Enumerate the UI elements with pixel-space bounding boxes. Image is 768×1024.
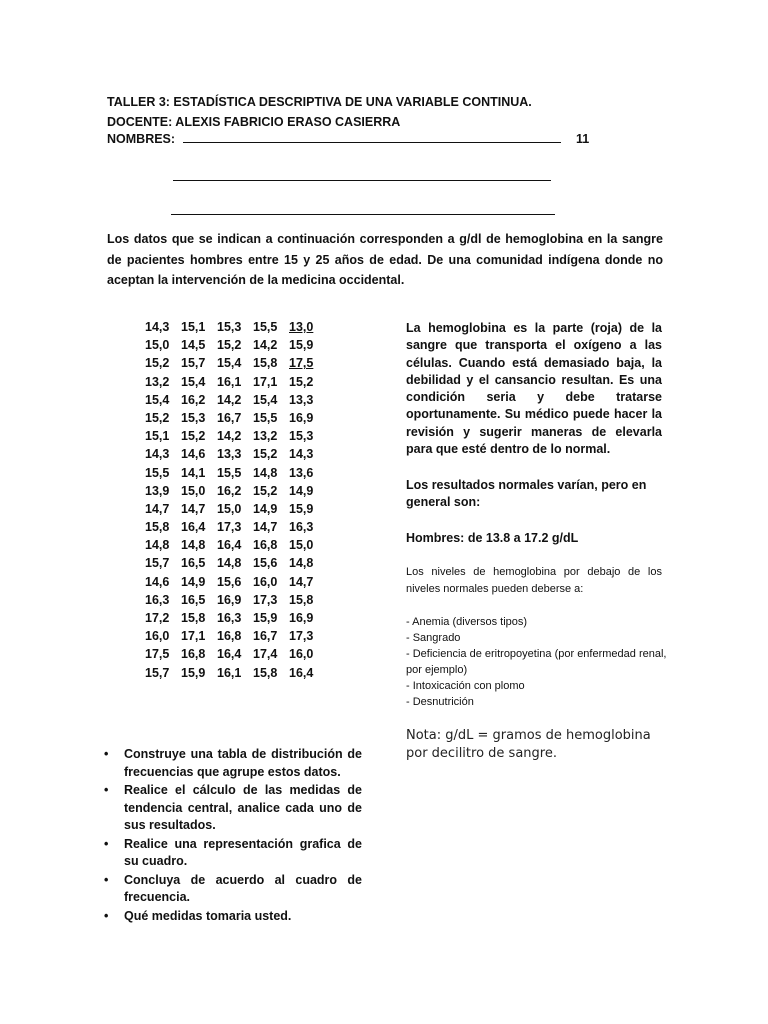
table-row — [145, 445, 325, 463]
table-cell: 14,9 — [181, 574, 206, 589]
table-cell: 15,0 — [181, 483, 206, 498]
table-cell: 14,3 — [145, 320, 170, 334]
table-cell: 16,7 — [253, 629, 278, 644]
table-cell: 14,7 — [289, 574, 314, 589]
table-cell: 15,4 — [145, 392, 170, 407]
table-cell: 15,6 — [253, 556, 278, 571]
table-cell: 14,2 — [253, 338, 278, 353]
names-line-3 — [171, 204, 555, 218]
table-cell: 14,9 — [289, 483, 314, 498]
names-label: NOMBRES: — [107, 132, 176, 146]
table-cell: 16,9 — [217, 592, 242, 607]
table-cell: 13,9 — [145, 483, 170, 498]
table-cell: 13,6 — [289, 465, 314, 480]
table-cell: 15,9 — [289, 338, 314, 353]
men-normal-range: Hombres: de 13.8 a 17.2 g/dL — [406, 531, 579, 545]
document-header — [107, 92, 532, 132]
table-cell: 17,1 — [181, 629, 206, 644]
table-cell: 16,0 — [253, 574, 278, 589]
table-cell: 17,3 — [217, 520, 242, 535]
table-cell: 14,7 — [145, 501, 170, 516]
table-cell: 13,3 — [289, 392, 314, 407]
table-cell: 15,4 — [253, 392, 278, 407]
units-note: Nota: g/dL = gramos de hemoglobina por decilitro de sangre. — [406, 728, 651, 761]
table-cell: 14,8 — [253, 465, 278, 480]
table-cell: 14,7 — [181, 501, 206, 516]
table-cell: 15,0 — [145, 338, 170, 353]
table-cell: 16,4 — [217, 647, 242, 662]
table-cell: 14,5 — [181, 338, 206, 353]
table-cell: 15,8 — [253, 665, 278, 680]
table-row — [145, 482, 325, 500]
name-blank — [183, 132, 561, 143]
table-row — [145, 536, 325, 554]
table-cell: 15,5 — [253, 320, 278, 334]
table-cell: 17,3 — [253, 592, 278, 607]
table-row — [145, 354, 325, 372]
table-cell: 15,9 — [181, 665, 206, 680]
table-cell: 16,8 — [217, 629, 242, 644]
table-cell: 13,0 — [289, 320, 314, 334]
teacher-line: DOCENTE: ALEXIS FABRICIO ERASO CASIERRA — [107, 115, 401, 129]
table-cell: 14,7 — [253, 520, 278, 535]
task-list — [100, 746, 362, 926]
cause-item: - Deficiencia de eritropoyetina (por enfermedad renal, por ejemplo) — [406, 648, 667, 676]
table-row — [145, 645, 325, 663]
table-cell: 17,1 — [253, 374, 278, 389]
cause-item: - Desnutrición — [406, 696, 474, 708]
table-cell: 15,9 — [289, 501, 314, 516]
hemoglobin-data-table — [145, 318, 325, 682]
table-cell: 15,4 — [181, 374, 206, 389]
table-cell: 16,0 — [145, 629, 170, 644]
table-cell: 15,8 — [253, 356, 278, 371]
table-cell: 15,3 — [289, 429, 314, 444]
names-line-1 — [107, 132, 589, 146]
table-cell: 15,5 — [217, 465, 242, 480]
table-cell: 15,5 — [145, 465, 170, 480]
normal-results-intro: Los resultados normales varían, pero en general son: — [406, 478, 647, 510]
table-cell: 16,3 — [145, 592, 170, 607]
table-row — [145, 518, 325, 536]
table-cell: 16,1 — [217, 665, 242, 680]
table-cell: 14,2 — [217, 392, 242, 407]
table-cell: 15,2 — [145, 356, 170, 371]
names-line-2 — [173, 170, 551, 184]
table-cell: 15,2 — [289, 374, 314, 389]
table-cell: 14,8 — [181, 538, 206, 553]
table-cell: 16,8 — [253, 538, 278, 553]
table-cell: 15,2 — [181, 429, 206, 444]
table-cell: 13,2 — [145, 374, 170, 389]
table-cell: 17,4 — [253, 647, 278, 662]
table-cell: 17,3 — [289, 629, 314, 644]
table-cell: 16,0 — [289, 647, 314, 662]
table-cell: 14,8 — [289, 556, 314, 571]
table-cell: 15,0 — [289, 538, 314, 553]
table-cell: 16,3 — [217, 611, 242, 625]
table-cell: 16,7 — [217, 410, 242, 425]
table-row — [145, 573, 325, 591]
table-cell: 16,4 — [289, 665, 314, 680]
table-cell: 13,2 — [253, 429, 278, 444]
table-cell: 15,4 — [217, 356, 242, 371]
task-item: • Qué medidas tomaria usted. — [100, 908, 362, 926]
task-item: • Construye una tabla de distribución de frecuencias que agrupe estos datos. — [100, 746, 362, 781]
table-row — [145, 664, 325, 682]
table-row — [145, 609, 325, 627]
table-cell: 16,2 — [217, 483, 242, 498]
table-cell: 15,2 — [217, 338, 242, 353]
table-row — [145, 391, 325, 409]
table-cell: 16,4 — [217, 538, 242, 553]
table-cell: 16,1 — [217, 374, 242, 389]
task-item: • Concluya de acuerdo al cuadro de frecuencia. — [100, 872, 362, 907]
table-cell: 15,7 — [145, 556, 170, 571]
table-cell: 16,9 — [289, 611, 314, 625]
table-cell: 14,3 — [289, 447, 314, 462]
table-cell: 14,9 — [253, 501, 278, 516]
table-row — [145, 336, 325, 354]
table-cell: 13,3 — [217, 447, 242, 462]
table-cell: 15,5 — [253, 410, 278, 425]
table-cell: 14,6 — [181, 447, 206, 462]
table-cell: 15,1 — [181, 320, 206, 334]
table-row — [145, 427, 325, 445]
table-row — [145, 591, 325, 609]
hemoglobin-description: La hemoglobina es la parte (roja) de la sangre que transporta el oxígeno a las células. Cuando está demasiado baja, la debilidad y el cansancio resultan. Es una condición seria y debe tratarse oportunamente. Su médico puede hacer la revisión y sugerir maneras de elevarla para que esté dentro de lo normal. — [406, 321, 662, 457]
table-cell: 15,9 — [253, 611, 278, 625]
table-cell: 17,5 — [145, 647, 170, 662]
table-cell: 14,6 — [145, 574, 170, 589]
intro-paragraph: Los datos que se indican a continuación corresponden a g/dl de hemoglobina en la sangre de pacientes hombres entre 15 y 25 años de edad. De una comunidad indígena donde no aceptan la intervención de la medicina occidental. — [107, 232, 663, 287]
name-blank — [173, 170, 551, 181]
page-number: 11 — [576, 132, 590, 146]
task-item: • Realice el cálculo de las medidas de tendencia central, analice cada uno de sus resultados. — [100, 782, 362, 835]
cause-item: - Anemia (diversos tipos) — [406, 616, 528, 628]
task-item: • Realice una representación grafica de su cuadro. — [100, 836, 362, 871]
table-row — [145, 373, 325, 391]
table-cell: 15,2 — [253, 447, 278, 462]
table-cell: 17,5 — [289, 356, 314, 371]
table-cell: 15,8 — [181, 611, 206, 625]
low-levels-causes — [406, 614, 676, 710]
table-cell: 16,3 — [289, 520, 314, 535]
table-cell: 15,3 — [181, 410, 206, 425]
name-blank — [171, 204, 555, 215]
table-cell: 14,2 — [217, 429, 242, 444]
cause-item: - Intoxicación con plomo — [406, 680, 525, 692]
table-cell: 16,5 — [181, 556, 206, 571]
cause-item: - Sangrado — [406, 632, 461, 644]
table-cell: 15,3 — [217, 320, 242, 334]
table-cell: 14,8 — [145, 538, 170, 553]
table-cell: 14,8 — [217, 556, 242, 571]
table-row — [145, 627, 325, 645]
table-row — [145, 464, 325, 482]
table-row — [145, 500, 325, 518]
table-cell: 15,8 — [289, 592, 314, 607]
table-cell: 15,2 — [145, 410, 170, 425]
table-cell: 14,1 — [181, 465, 206, 480]
table-cell: 15,2 — [253, 483, 278, 498]
table-cell: 15,6 — [217, 574, 242, 589]
table-cell: 14,3 — [145, 447, 170, 462]
table-cell: 16,9 — [289, 410, 314, 425]
table-cell: 16,5 — [181, 592, 206, 607]
table-row — [145, 554, 325, 572]
table-cell: 16,8 — [181, 647, 206, 662]
table-cell: 15,7 — [145, 665, 170, 680]
table-cell: 15,7 — [181, 356, 206, 371]
low-levels-intro: Los niveles de hemoglobina por debajo de los niveles normales pueden deberse a: — [406, 566, 662, 595]
table-cell: 16,2 — [181, 392, 206, 407]
table-cell: 15,0 — [217, 501, 242, 516]
table-row — [145, 409, 325, 427]
table-cell: 15,1 — [145, 429, 170, 444]
table-cell: 17,2 — [145, 611, 170, 625]
table-cell: 15,8 — [145, 520, 170, 535]
workshop-title: TALLER 3: ESTADÍSTICA DESCRIPTIVA DE UNA VARIABLE CONTINUA. — [107, 95, 532, 109]
table-cell: 16,4 — [181, 520, 206, 535]
table-row — [145, 318, 325, 336]
